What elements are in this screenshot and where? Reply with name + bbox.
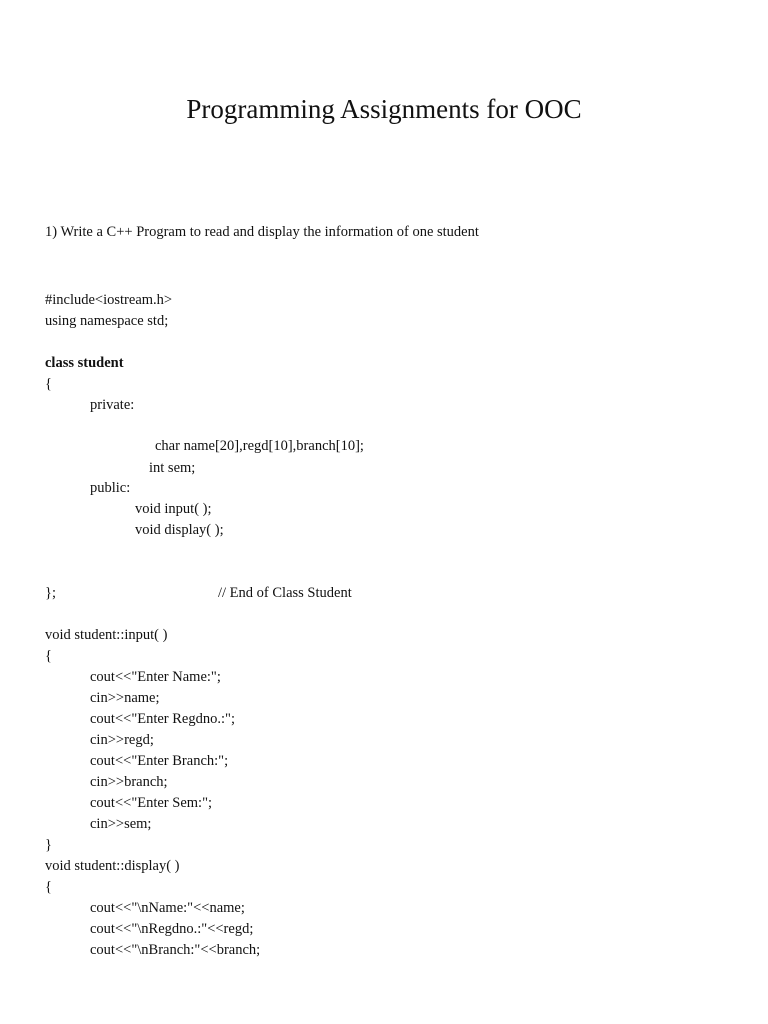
code-out-branch: cout<<"\nBranch:"<<branch; bbox=[90, 942, 261, 958]
code-input-def: void student::input( ) bbox=[45, 627, 168, 643]
code-private: private: bbox=[90, 397, 135, 413]
code-open-brace: { bbox=[45, 879, 52, 895]
code-cout-name: cout<<"Enter Name:"; bbox=[90, 669, 221, 685]
code-out-name: cout<<"\nName:"<<name; bbox=[90, 900, 245, 916]
question-text: 1) Write a C++ Program to read and display the information of one student bbox=[45, 224, 479, 240]
code-cin-sem: cin>>sem; bbox=[90, 816, 152, 832]
code-display-def: void student::display( ) bbox=[45, 858, 180, 874]
code-cout-branch: cout<<"Enter Branch:"; bbox=[90, 753, 229, 769]
code-cin-branch: cin>>branch; bbox=[90, 774, 168, 790]
code-int-field: int sem; bbox=[149, 460, 196, 476]
code-open-brace: { bbox=[45, 648, 52, 664]
code-cin-regd: cin>>regd; bbox=[90, 732, 154, 748]
code-close-brace: } bbox=[45, 837, 52, 853]
code-char-fields: char name[20],regd[10],branch[10]; bbox=[155, 438, 364, 454]
code-cin-name: cin>>name; bbox=[90, 690, 160, 706]
code-cout-regd: cout<<"Enter Regdno.:"; bbox=[90, 711, 235, 727]
code-class-end: }; bbox=[45, 585, 56, 601]
code-include: #include<iostream.h> bbox=[45, 292, 173, 308]
code-cout-sem: cout<<"Enter Sem:"; bbox=[90, 795, 213, 811]
page-title: Programming Assignments for OOC bbox=[186, 94, 582, 124]
code-input-decl: void input( ); bbox=[135, 501, 212, 517]
code-out-regd: cout<<"\nRegdno.:"<<regd; bbox=[90, 921, 254, 937]
code-class-decl: class student bbox=[45, 355, 124, 371]
code-public: public: bbox=[90, 480, 131, 496]
code-open-brace: { bbox=[45, 376, 52, 392]
code-display-decl: void display( ); bbox=[135, 522, 224, 538]
code-using: using namespace std; bbox=[45, 313, 169, 329]
code-class-end-comment: // End of Class Student bbox=[218, 585, 352, 601]
